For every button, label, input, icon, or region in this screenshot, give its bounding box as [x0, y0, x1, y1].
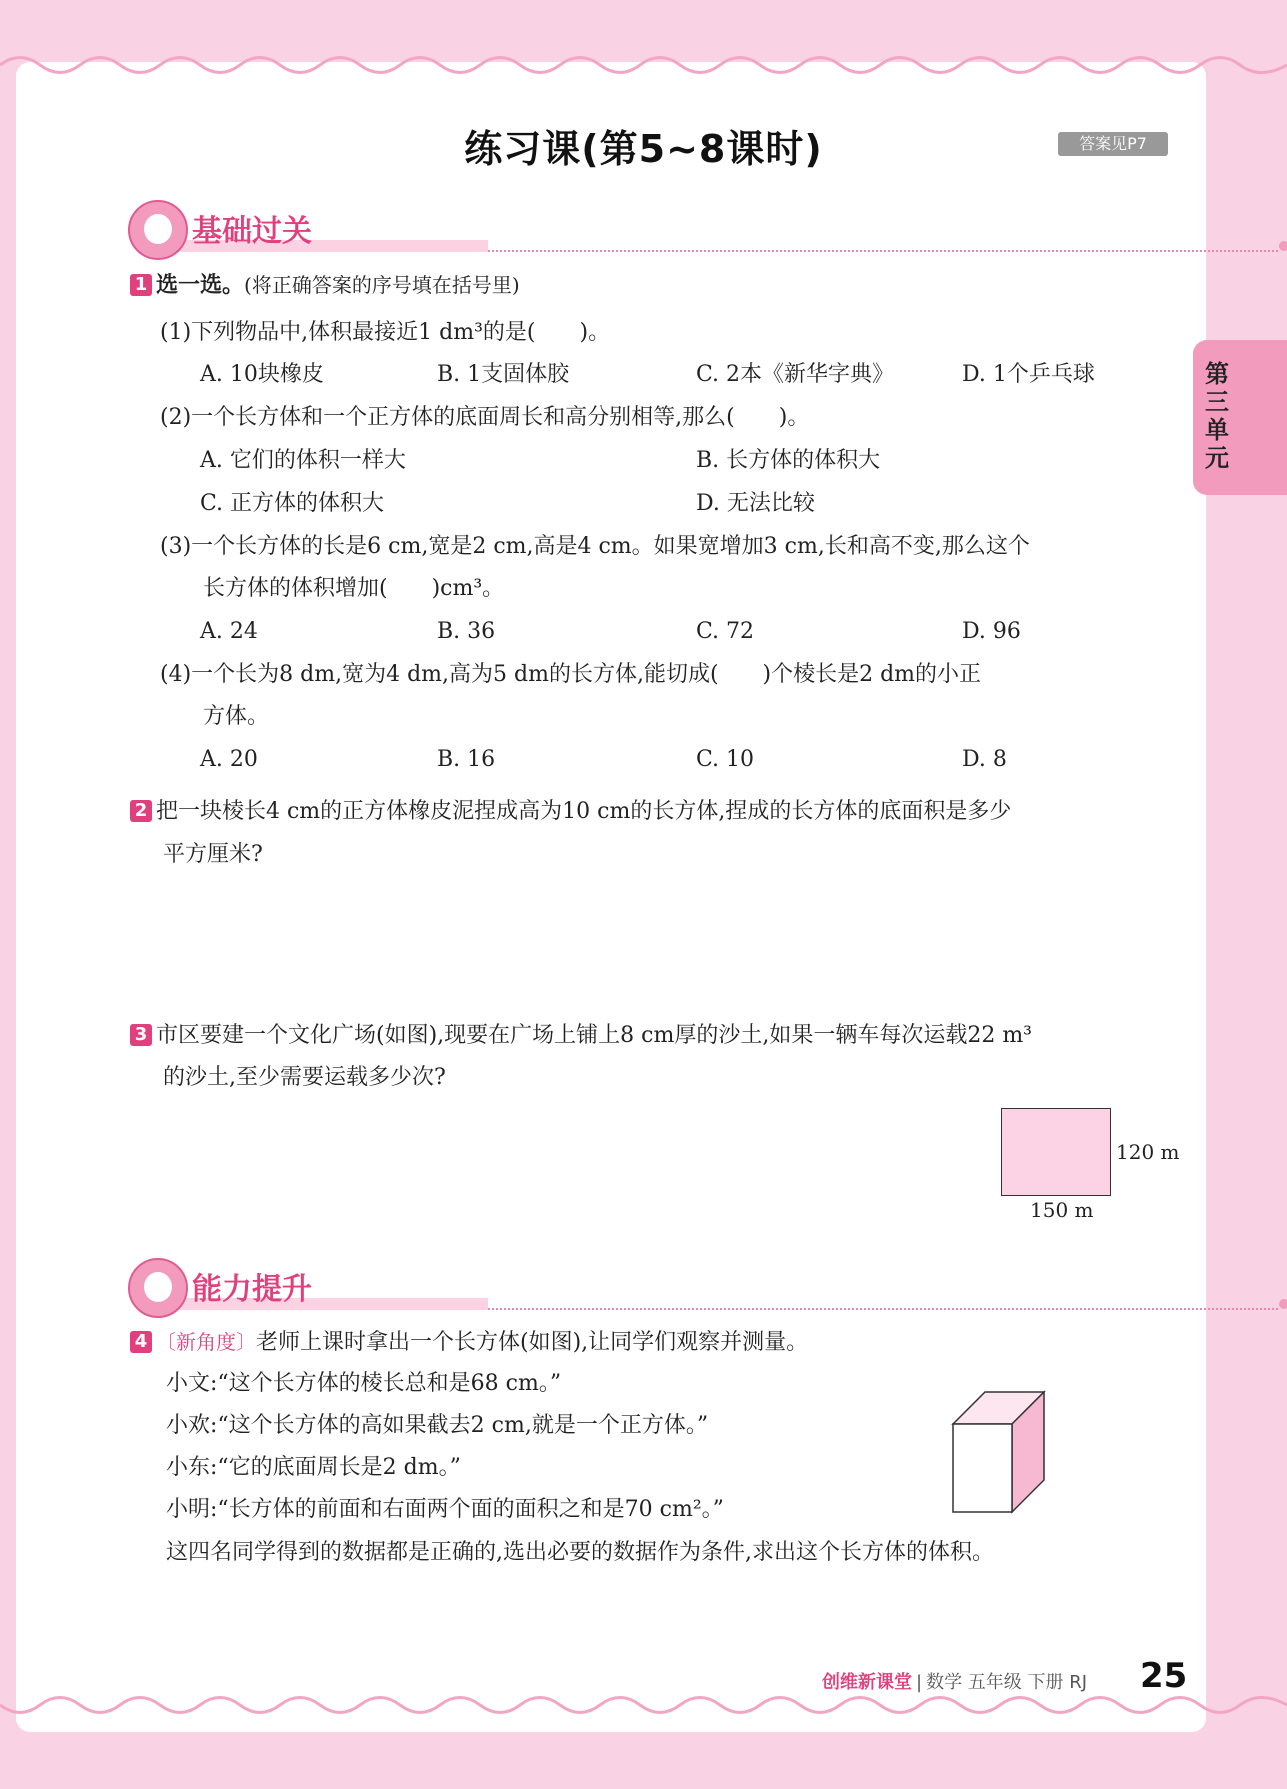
q4-statement-xiaowen: 小文:“这个长方体的棱长总和是68 cm。” [166, 1371, 562, 1396]
plaza-rectangle-figure [1001, 1108, 1111, 1196]
section-title-basic: 基础过关 [192, 214, 312, 249]
question-number-badge: 3 [130, 1024, 152, 1046]
q1-sub1-stem: (1)下列物品中,体积最接近1 dm³的是( )。 [160, 320, 611, 345]
q1-sub3-stem-line2: 长方体的体积增加( )cm³。 [203, 576, 505, 601]
answer-reference-badge: 答案见P7 [1058, 132, 1168, 156]
q1-sub1-option-b: B. 1支固体胶 [437, 362, 570, 387]
q1-sub3-option-c: C. 72 [696, 619, 755, 644]
q1-sub1-option-d: D. 1个乒乓球 [962, 362, 1095, 387]
question-2-text: 把一块棱长4 cm的正方体橡皮泥捏成高为10 cm的长方体,捏成的长方体的底面积是多少 [156, 799, 1012, 824]
q4-task: 这四名同学得到的数据都是正确的,选出必要的数据作为条件,求出这个长方体的体积。 [166, 1540, 994, 1565]
q1-sub1-option-c: C. 2本《新华字典》 [696, 362, 895, 387]
q4-statement-xiaohuan: 小欢:“这个长方体的高如果截去2 cm,就是一个正方体。” [166, 1413, 709, 1438]
question-3-line1 [130, 1021, 1032, 1051]
footer-separator: | [916, 1672, 923, 1693]
q1-sub4-option-c: C. 10 [696, 747, 755, 772]
cuboid-figure [948, 1388, 1048, 1518]
plaza-height-label: 120 m [1116, 1140, 1180, 1164]
section-dotted-line [488, 250, 1278, 252]
question-4-line1 [130, 1327, 808, 1358]
q1-sub1-option-a: A. 10块橡皮 [200, 362, 324, 387]
question-2-line1 [130, 797, 1011, 827]
question-1-title: 选一选。 [156, 273, 245, 298]
decorative-dots-icon [1278, 1296, 1287, 1316]
q1-sub2-option-d: D. 无法比较 [696, 491, 815, 516]
q1-sub2-option-b: B. 长方体的体积大 [696, 448, 881, 473]
unit-side-tab-label: 第三单元 [1205, 360, 1229, 472]
section-dotted-line [488, 1308, 1278, 1310]
q1-sub3-stem: (3)一个长方体的长是6 cm,宽是2 cm,高是4 cm。如果宽增加3 cm,长和高不变,那么这个 [160, 534, 1030, 559]
question-number-badge: 1 [130, 274, 152, 296]
q4-statement-xiaoming: 小明:“长方体的前面和右面两个面的面积之和是70 cm²。” [166, 1497, 724, 1522]
question-number-badge: 2 [130, 800, 152, 822]
top-wave-border [0, 40, 1287, 80]
question-4-text: 老师上课时拿出一个长方体(如图),让同学们观察并测量。 [256, 1330, 809, 1355]
bottom-wave-border [0, 1690, 1287, 1730]
q1-sub2-option-c: C. 正方体的体积大 [200, 491, 385, 516]
question-number-badge: 4 [130, 1331, 152, 1353]
q1-sub3-option-b: B. 36 [437, 619, 496, 644]
mascot-icon [128, 1258, 188, 1318]
q1-sub4-option-d: D. 8 [962, 747, 1007, 772]
q1-sub4-stem: (4)一个长为8 dm,宽为4 dm,高为5 dm的长方体,能切成( )个棱长是2 dm的小正 [160, 662, 982, 687]
mascot-icon [128, 200, 188, 260]
question-3-text: 市区要建一个文化广场(如图),现要在广场上铺上8 cm厚的沙土,如果一辆车每次运载22 m³ [156, 1023, 1032, 1048]
q1-sub2-stem: (2)一个长方体和一个正方体的底面周长和高分别相等,那么( )。 [160, 405, 810, 430]
question-1-hint: (将正确答案的序号填在括号里) [244, 273, 520, 297]
footer-info [822, 1668, 1087, 1694]
question-2-line2: 平方厘米? [163, 842, 263, 867]
section-title-advanced: 能力提升 [192, 1272, 312, 1307]
new-angle-tag: 〔新角度〕 [156, 1330, 256, 1354]
q1-sub4-stem-line2: 方体。 [203, 704, 270, 729]
page-title: 练习课(第5~8课时) [464, 127, 823, 171]
footer-book-info: 数学 五年级 下册 RJ [926, 1672, 1088, 1693]
q1-sub3-option-a: A. 24 [200, 619, 258, 644]
question-3-line2: 的沙土,至少需要运载多少次? [163, 1065, 446, 1090]
plaza-width-label: 150 m [1030, 1198, 1094, 1222]
footer-brand: 创维新课堂 [822, 1672, 912, 1693]
q1-sub2-option-a: A. 它们的体积一样大 [200, 448, 406, 473]
q1-sub4-option-b: B. 16 [437, 747, 496, 772]
page-number: 25 [1140, 1656, 1188, 1696]
question-1-heading [130, 270, 520, 301]
q1-sub3-option-d: D. 96 [962, 619, 1021, 644]
decorative-dots-icon [1278, 238, 1287, 258]
q1-sub4-option-a: A. 20 [200, 747, 258, 772]
q4-statement-xiaodong: 小东:“它的底面周长是2 dm。” [166, 1455, 461, 1480]
